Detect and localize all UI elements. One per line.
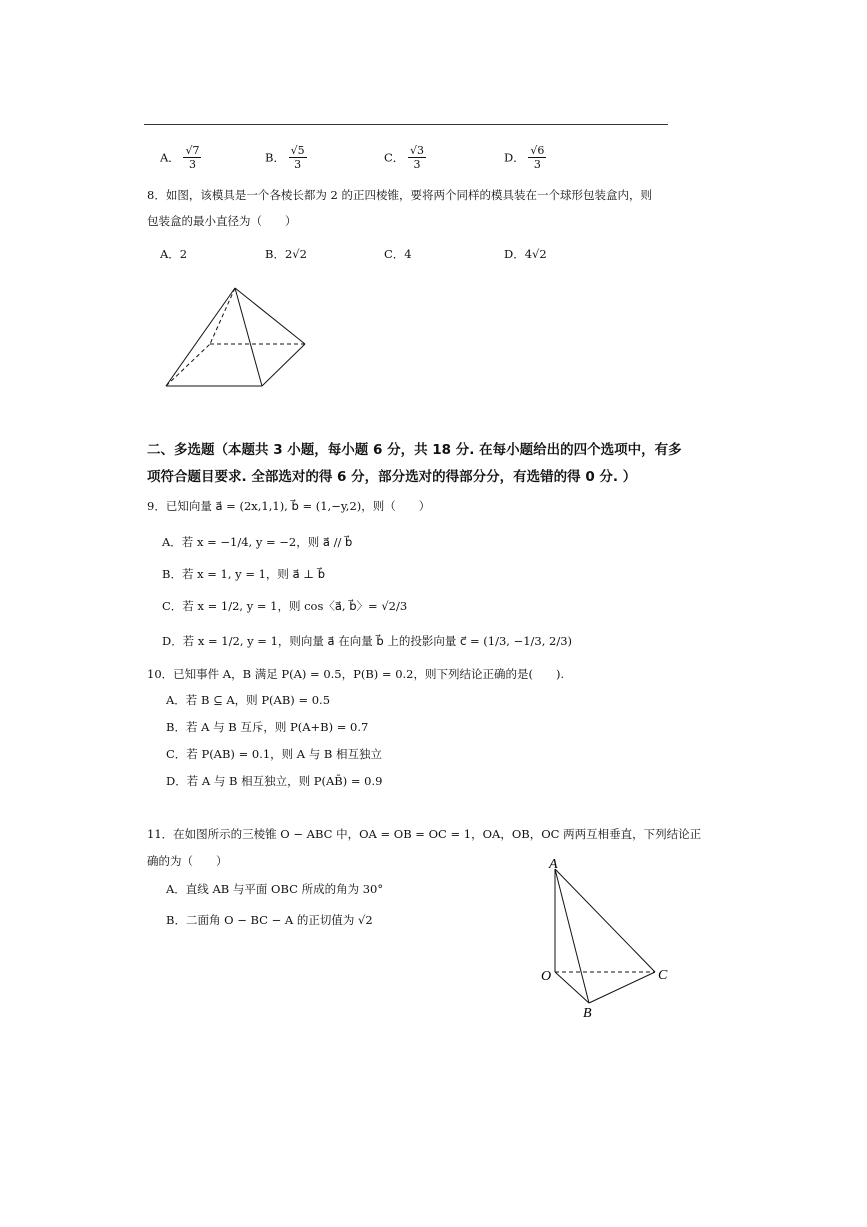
q9-option-d: D．若 x = 1/2, y = 1，则向量 a⃗ 在向量 b⃗ 上的投影向量 c⃗ = (1/3, −1/3, 2/3): [162, 634, 573, 648]
vertex-label-a: A: [549, 857, 558, 872]
q8-option-d: D．4√2: [504, 247, 547, 261]
q10-option-c: C．若 P(AB) = 0.1，则 A 与 B 相互独立: [166, 747, 383, 761]
edge-ac: [555, 869, 655, 972]
header-rule: [144, 124, 668, 125]
edge-ob: [555, 972, 589, 1003]
pyramid-edge: [166, 288, 235, 386]
q10-option-b: B．若 A 与 B 互斥，则 P(A+B) = 0.7: [166, 720, 369, 734]
q7-a-numerator: √7: [185, 144, 200, 157]
pyramid-hidden-edge: [210, 288, 235, 344]
edge-bc: [589, 972, 655, 1003]
q9-option-c: C．若 x = 1/2, y = 1，则 cos〈a⃗, b⃗〉= √2/3: [162, 599, 408, 613]
q9-option-a: A．若 x = −1/4, y = −2，则 a⃗ // b⃗: [162, 535, 353, 549]
q11-stem-line2: 确的为（ ）: [147, 854, 228, 868]
q9-stem: 9．已知向量 a⃗ = (2x,1,1), b⃗ = (1,−y,2)，则（ ）: [147, 499, 431, 513]
pyramid-edge: [235, 288, 262, 386]
section-heading-line2: 项符合题目要求. 全部选对的得 6 分，部分选对的得部分分，有选错的得 0 分. ）: [147, 469, 637, 485]
square-pyramid-figure: [160, 282, 310, 392]
section-heading-line1: 二、多选题（本题共 3 小题，每小题 6 分，共 18 分. 在每小题给出的四个选项中，有多: [147, 442, 682, 458]
vertex-label-o: O: [541, 969, 552, 984]
q11-option-b: B．二面角 O − BC − A 的正切值为 √2: [166, 913, 373, 927]
pyramid-hidden-edge: [166, 344, 210, 386]
q11-option-a: A．直线 AB 与平面 OBC 所成的角为 30°: [166, 882, 384, 896]
q9-option-b: B．若 x = 1, y = 1，则 a⃗ ⊥ b⃗: [162, 567, 326, 581]
vertex-label-c: C: [658, 968, 668, 983]
q7-option-b: B． $\frac{√5}{3}$: [265, 144, 305, 171]
vertex-label-b: B: [583, 1006, 592, 1020]
q8-option-b: B．2√2: [265, 247, 307, 261]
pyramid-base-edge: [262, 344, 305, 386]
q7-option-d: D． $\frac{√6}{3}$: [504, 144, 545, 171]
q8-stem-line2: 包装盒的最小直径为（ ）: [147, 214, 297, 228]
q7-option-a: A． $\frac{√7}{3}$: [160, 144, 200, 171]
q11-stem-line1: 11．在如图所示的三棱锥 O − ABC 中，OA = OB = OC = 1，OA，OB，OC 两两互相垂直，下列结论正: [147, 827, 702, 841]
edge-ab: [555, 869, 589, 1003]
q10-option-a: A．若 B ⊆ A，则 P(AB) = 0.5: [166, 693, 331, 707]
q8-option-a: A．2: [160, 247, 188, 261]
q7-option-c: C． $\frac{√3}{3}$: [384, 144, 424, 171]
q8-stem-line1: 8．如图，该模具是一个各棱长都为 2 的正四棱锥，要将两个同样的模具装在一个球形包装盒内，则: [147, 188, 652, 202]
pyramid-edge: [235, 288, 305, 344]
q10-option-d: D．若 A 与 B 相互独立，则 P(AB̄) = 0.9: [166, 774, 383, 788]
triangular-pyramid-figure: [535, 855, 680, 1020]
q10-stem: 10．已知事件 A，B 满足 P(A) = 0.5，P(B) = 0.2，则下列结论正确的是( ).: [147, 667, 565, 681]
q8-option-c: C．4: [384, 247, 412, 261]
